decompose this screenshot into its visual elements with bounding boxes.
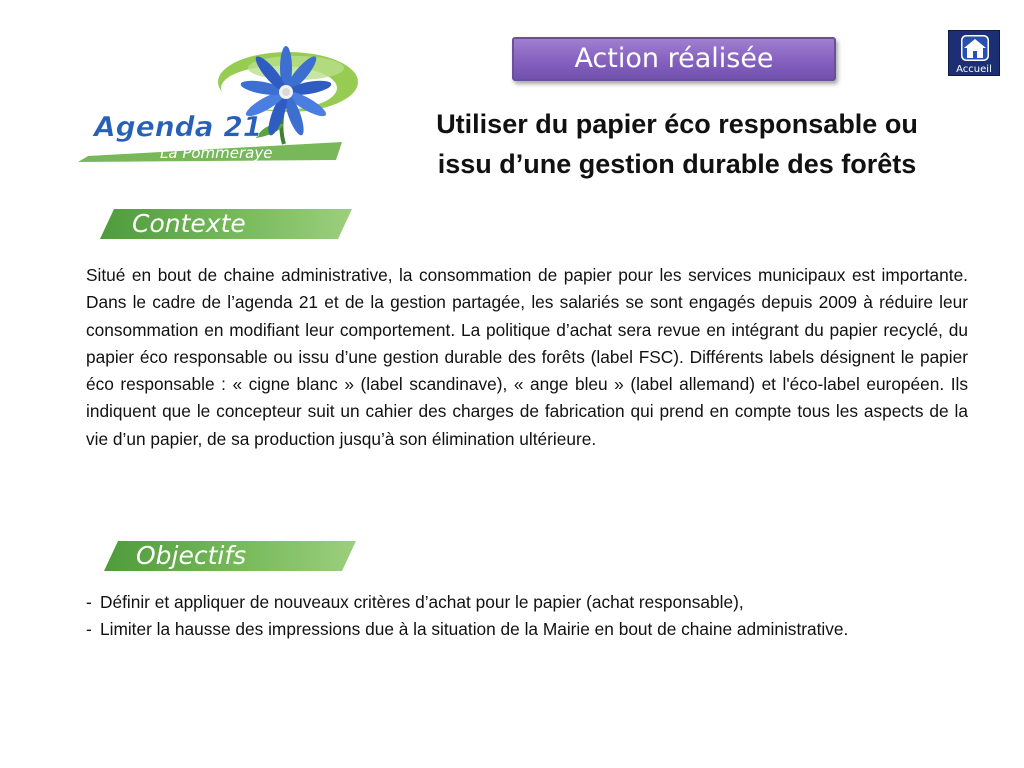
agenda21-logo	[74, 44, 370, 174]
section-heading-contexte: Contexte	[132, 209, 246, 238]
objectives-list	[86, 589, 968, 644]
agenda21-flower-logo-icon	[74, 44, 370, 174]
action-realisee-button[interactable]: Action réalisée	[512, 37, 836, 81]
objective-text: Définir et appliquer de nouveaux critères d’achat pour le papier (achat responsable),	[100, 592, 744, 612]
section-banner-contexte	[100, 209, 352, 239]
logo-subtitle: La Pommeraye	[160, 144, 273, 162]
list-bullet: -	[86, 619, 92, 640]
home-button[interactable]	[948, 30, 1000, 76]
contexte-paragraph: Situé en bout de chaine administrative, la consommation de papier pour les services municipaux est importante. Dans le cadre de l’agenda 21 et de la gestion partagée, les salariés se sont engagés depuis 2009 à réduire leur consommation en modifiant leur comportement. La politique d’achat sera revue en intégrant du papier recyclé, du papier éco responsable ou issu d’une gestion durable des forêts (label FSC). Différents labels désignent le papier éco responsable : « cigne blanc » (label scandinave), « ange bleu » (label allemand) et l'éco-label européen. Ils indiquent que le concepteur suit un cahier des charges de fabrication qui prend en compte tous les aspects de la vie d’un papier, de sa production jusqu’à son élimination ultérieure.	[86, 265, 968, 449]
logo-title: Agenda 21	[94, 110, 263, 143]
page-title-line-2: issu d’une gestion durable des forêts	[437, 149, 917, 179]
list-item	[86, 616, 968, 643]
section-heading-objectifs: Objectifs	[136, 541, 247, 570]
section-banner-objectifs	[104, 541, 356, 571]
page-title-line-1: Utiliser du papier éco responsable ou	[436, 109, 918, 139]
home-icon	[960, 34, 990, 62]
page-title	[392, 104, 962, 184]
objective-text: Limiter la hausse des impressions due à la situation de la Mairie en bout de chaine administrative.	[100, 619, 849, 640]
list-bullet: -	[86, 592, 92, 612]
home-label: Accueil	[956, 64, 992, 75]
list-item	[86, 589, 968, 616]
